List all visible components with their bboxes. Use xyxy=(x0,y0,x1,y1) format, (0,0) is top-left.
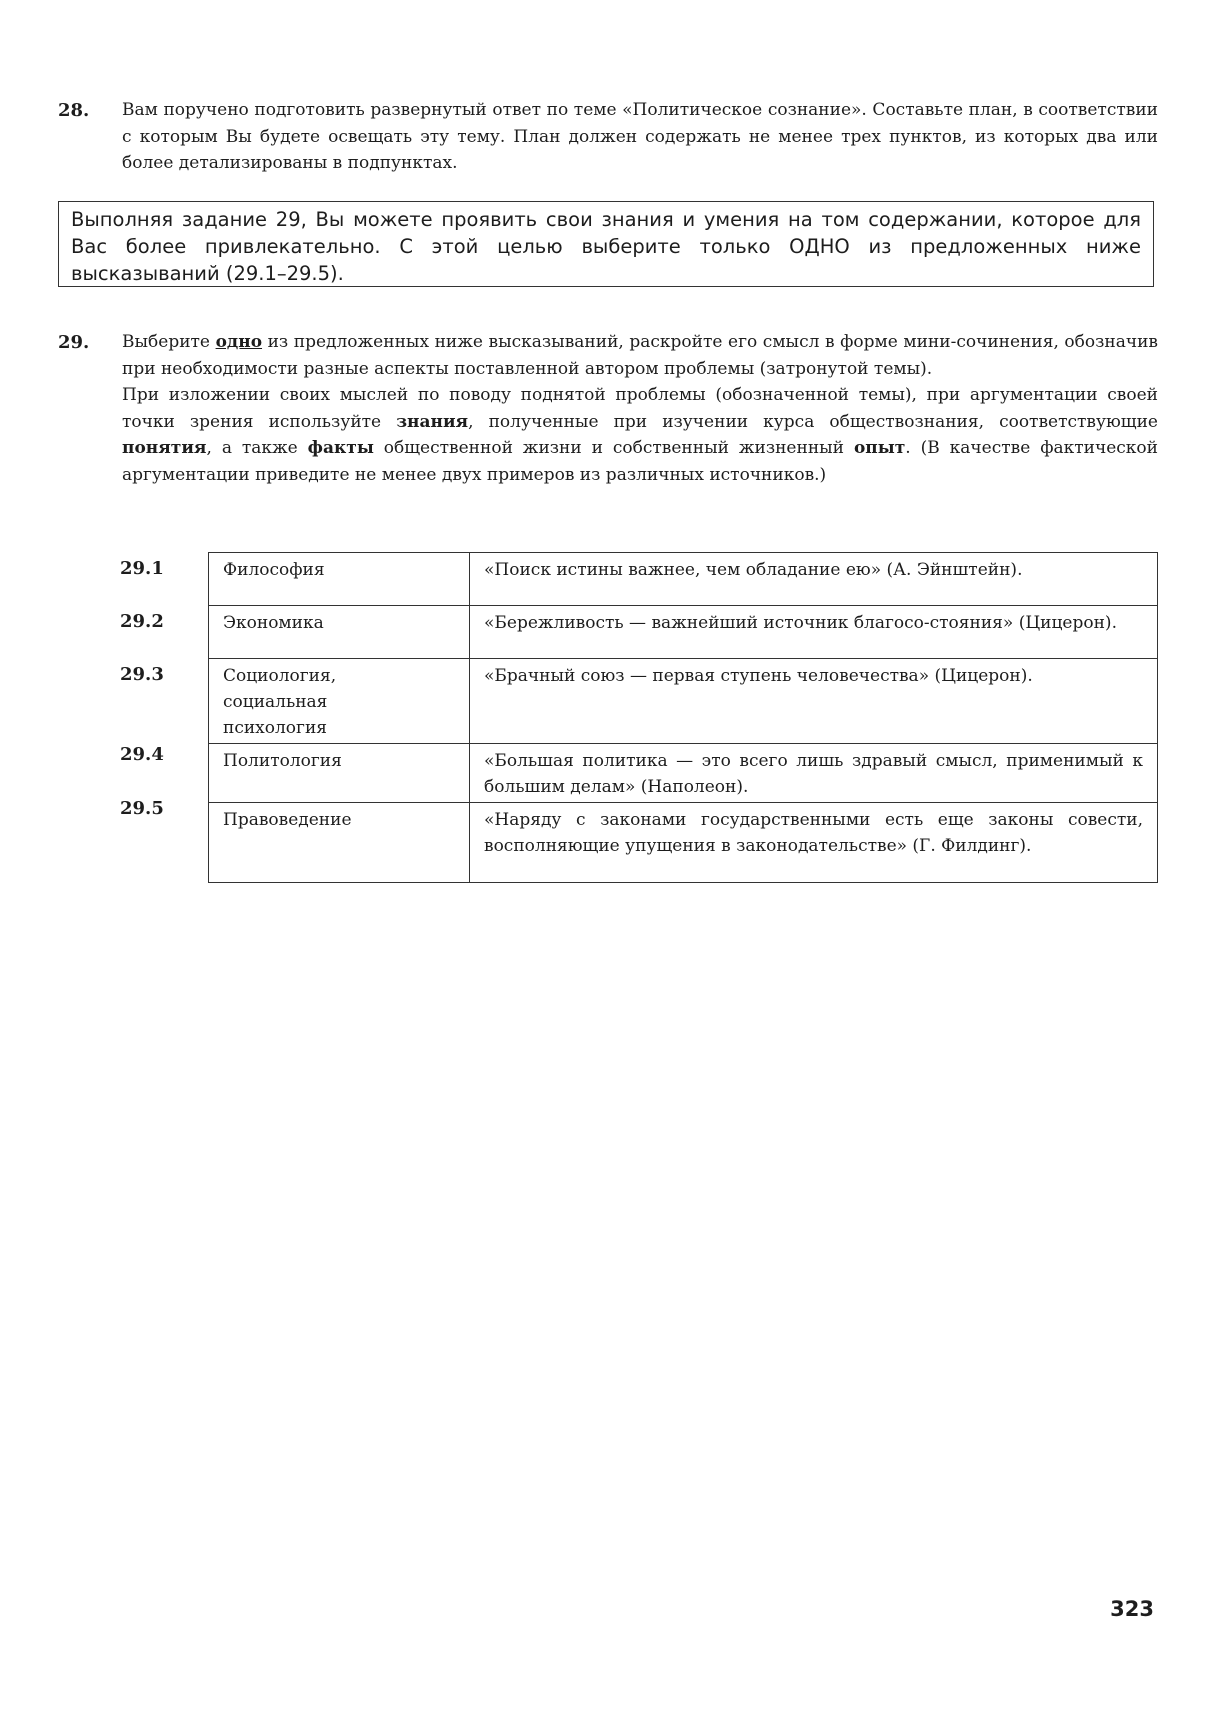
emphasis-knowledge: знания xyxy=(396,411,469,432)
page-number: 323 xyxy=(1110,1597,1154,1621)
text-run: общественной жизни и собственный жизненный xyxy=(373,438,854,458)
emphasis-one: одно xyxy=(215,332,263,352)
text-run: , а также xyxy=(206,438,308,458)
table-row xyxy=(209,744,1158,803)
subject-cell: Экономика xyxy=(209,606,470,659)
text-run: При изложении своих мыслей по поводу поднятой проблемы (обозначенной темы), при аргументации своей точки зрения используйте xyxy=(122,385,1158,432)
text-run: из предложенных ниже высказываний, раскройте его смысл в форме мини-сочинения, обозначив при необходимости разные аспекты поставленной автором проблемы (затронутой темы). xyxy=(122,332,1158,379)
quote-cell: «Бережливость — важнейший источник благосо-стояния» (Цицерон). xyxy=(470,606,1158,659)
quote-cell: «Большая политика — это всего лишь здравый смысл, применимый к большим делам» (Наполеон). xyxy=(470,744,1158,803)
quote-cell: «Наряду с законами государственными есть еще законы совести, восполняющие упущения в законодательстве» (Г. Филдинг). xyxy=(470,803,1158,883)
table-row xyxy=(209,553,1158,606)
variant-id: 29.1 xyxy=(120,558,164,579)
emphasis-experience: опыт xyxy=(853,438,906,458)
quote-cell: «Брачный союз — первая ступень человечества» (Цицерон). xyxy=(470,659,1158,744)
emphasis-concepts: понятия xyxy=(122,438,207,458)
text-run: . (В качестве фактической аргументации приведите не менее двух примеров из различных источников.) xyxy=(122,438,1159,485)
task-28-body xyxy=(122,97,1158,177)
task-29-notice-box xyxy=(58,201,1154,287)
notice-text: Выполняя задание 29, Вы можете проявить свои знания и умения на том содержании, которое для Вас более привлекательно. С этой целью выберите только ОДНО из предложенных ниже высказываний (29.1–29.5). xyxy=(71,208,1141,285)
quote-cell: «Поиск истины важнее, чем обладание ею» (А. Эйнштейн). xyxy=(470,553,1158,606)
task-29-number: 29. xyxy=(58,332,90,353)
variant-id: 29.3 xyxy=(120,664,164,685)
task-28-text: Вам поручено подготовить развернутый ответ по теме «Политическое сознание». Составьте план, в соответствии с которым Вы будете освещать эту тему. План должен содержать не менее трех пунктов, из которых два или более детализированы в подпунктах. xyxy=(122,100,1158,173)
subject-cell: Правоведение xyxy=(209,803,470,883)
variant-id: 29.5 xyxy=(120,798,164,819)
text-run: Выберите xyxy=(122,332,216,352)
quotes-table xyxy=(208,552,1158,883)
subject-text: Социология, социальная психология xyxy=(223,666,337,738)
task-29-body xyxy=(122,329,1158,488)
task-28-number: 28. xyxy=(58,100,90,121)
task-29 xyxy=(58,329,1158,488)
subject-cell xyxy=(209,659,470,744)
variant-id: 29.2 xyxy=(120,611,164,632)
task-29-paragraph-1 xyxy=(122,329,1158,382)
task-29-paragraph-2 xyxy=(122,382,1158,488)
table-row xyxy=(209,606,1158,659)
subject-cell: Политология xyxy=(209,744,470,803)
variant-id: 29.4 xyxy=(120,744,164,765)
emphasis-facts: факты xyxy=(307,438,374,458)
table-row xyxy=(209,659,1158,744)
subject-cell: Философия xyxy=(209,553,470,606)
task-28 xyxy=(58,97,1158,177)
text-run: , полученные при изучении курса обществознания, соответствующие xyxy=(468,411,1158,432)
table-row xyxy=(209,803,1158,883)
